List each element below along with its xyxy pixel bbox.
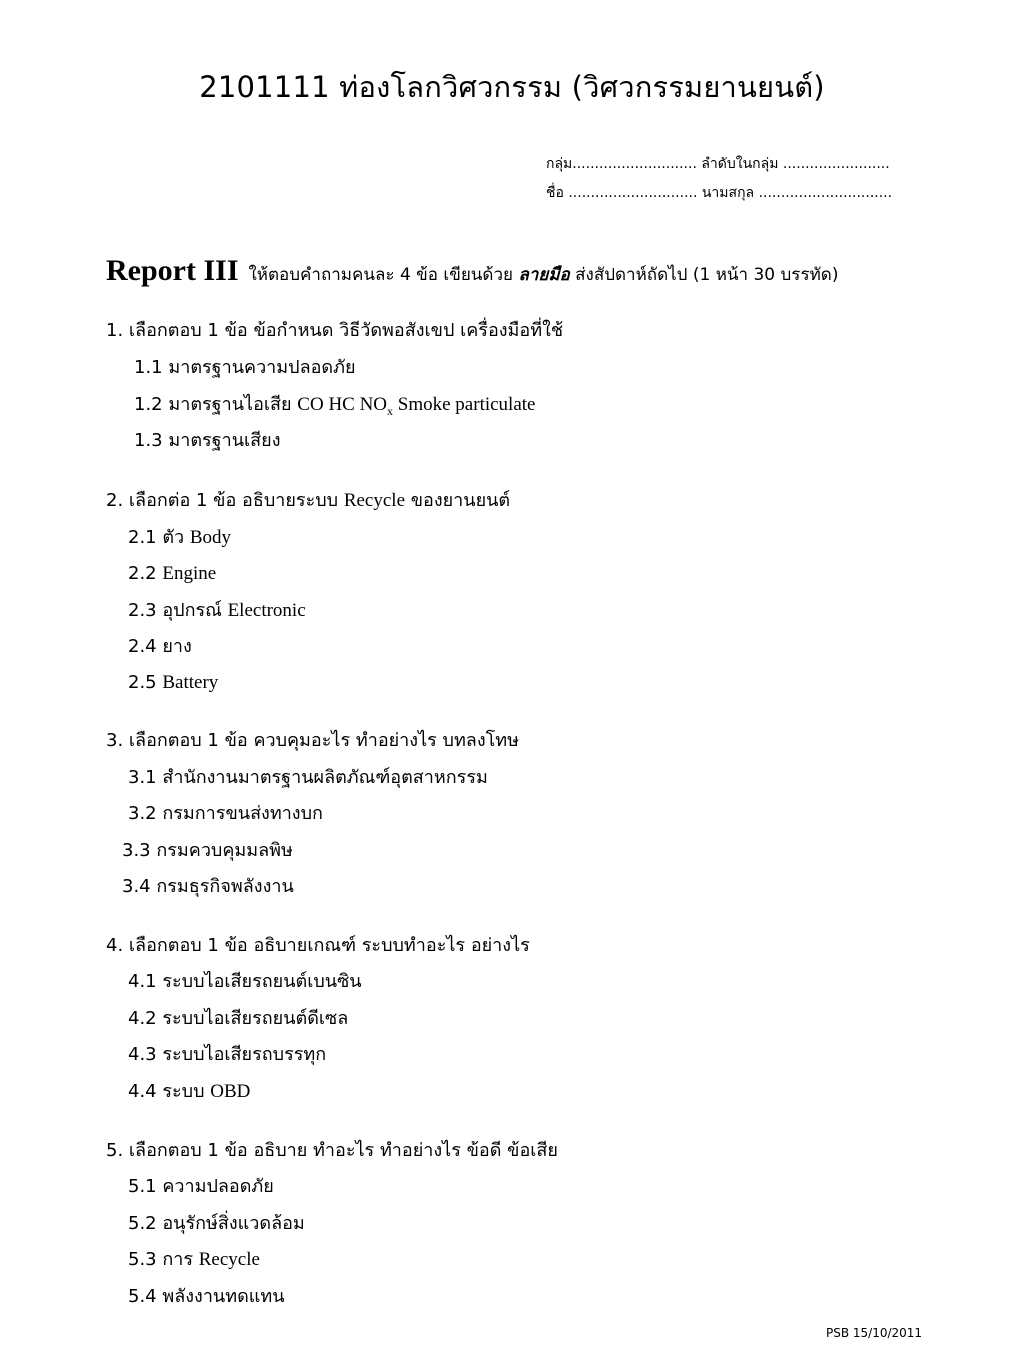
q1-item-2-subscript: x <box>387 404 394 418</box>
q2-heading-th-b: ของยานยนต์ <box>405 490 511 511</box>
q3-item-4: 3.4 กรมธุรกิจพลังงาน <box>122 876 294 897</box>
student-info-fields <box>546 150 946 208</box>
q4-item-4-en: OBD <box>210 1081 251 1102</box>
q4-item-4-th: 4.4 ระบบ <box>128 1081 211 1102</box>
q5-item-4: 5.4 พลังงานทดแทน <box>128 1286 285 1307</box>
q2-heading <box>106 489 510 513</box>
q1-item-2-en-a: CO HC NO <box>297 394 388 415</box>
q1-item-2-pollutants <box>297 394 536 418</box>
q3-item-1: 3.1 สำนักงานมาตรฐานผลิตภัณฑ์อุตสาหกรรม <box>128 767 488 788</box>
q4-item-1: 4.1 ระบบไอเสียรถยนต์เบนซิน <box>128 971 362 992</box>
name-surname-line: ชื่อ ............................. นามสกุล .............................. <box>546 185 893 201</box>
q5-item-3-th: 5.3 การ <box>128 1249 199 1270</box>
instruction-emphasis: ลายมือ <box>518 265 570 285</box>
q2-item-1-th: 2.1 ตัว <box>128 527 190 548</box>
q4-item-2: 4.2 ระบบไอเสียรถยนต์ดีเซล <box>128 1008 349 1029</box>
q2-item-5-en: Battery <box>162 672 219 693</box>
q2-item-3-en: Electronic <box>227 600 306 621</box>
q2-item-5-th: 2.5 <box>128 672 163 693</box>
q1-item-2 <box>134 393 536 423</box>
q1-item-2-en-b: Smoke particulate <box>393 394 536 415</box>
q2-item-4: 2.4 ยาง <box>128 636 192 657</box>
group-order-line: กลุ่ม............................ ลำดับในกลุ่ม ........................ <box>546 156 890 172</box>
q2-heading-en: Recycle <box>343 490 405 511</box>
q2-item-5 <box>128 671 218 695</box>
q1-item-2-thai: 1.2 มาตรฐานไอเสีย <box>134 394 298 415</box>
q2-item-1-en: Body <box>189 527 232 548</box>
q4-item-3: 4.3 ระบบไอเสียรถบรรทุก <box>128 1044 327 1065</box>
instruction-before: ให้ตอบคำถามคนละ 4 ข้อ เขียนด้วย <box>248 265 513 285</box>
q1-heading: 1. เลือกตอบ 1 ข้อ ข้อกำหนด วิธีวัดพอสังเขป เครื่องมือที่ใช้ <box>106 320 564 341</box>
q3-item-2: 3.2 กรมการขนส่งทางบก <box>128 803 323 824</box>
report-label: Report III <box>106 254 239 287</box>
q5-item-2: 5.2 อนุรักษ์สิ่งแวดล้อม <box>128 1213 305 1234</box>
q2-item-3 <box>128 599 306 623</box>
q5-heading: 5. เลือกตอบ 1 ข้อ อธิบาย ทำอะไร ทำอย่างไร ข้อดี ข้อเสีย <box>106 1140 558 1161</box>
q2-item-2-th: 2.2 <box>128 563 163 584</box>
q1-item-1: 1.1 มาตรฐานความปลอดภัย <box>134 357 356 378</box>
q4-heading: 4. เลือกตอบ 1 ข้อ อธิบายเกณฑ์ ระบบทำอะไร อย่างไร <box>106 935 530 956</box>
q3-item-3: 3.3 กรมควบคุมมลพิษ <box>122 840 293 861</box>
q2-item-2-en: Engine <box>162 563 217 584</box>
q5-item-3-en: Recycle <box>198 1249 260 1270</box>
footer-author-date: PSB 15/10/2011 <box>826 1326 923 1340</box>
q2-item-1 <box>128 526 231 550</box>
page-title: 2101111 ท่องโลกวิศวกรรม (วิศวกรรมยานยนต์) <box>199 70 825 104</box>
instruction-text <box>249 265 839 285</box>
q4-item-4 <box>128 1080 250 1104</box>
q5-item-1: 5.1 ความปลอดภัย <box>128 1176 274 1197</box>
q5-item-3 <box>128 1248 260 1272</box>
q2-item-3-th: 2.3 อุปกรณ์ <box>128 600 228 621</box>
report-instruction-line <box>106 254 838 288</box>
instruction-after: ส่งสัปดาห์ถัดไป (1 หน้า 30 บรรทัด) <box>575 265 839 285</box>
q3-heading: 3. เลือกตอบ 1 ข้อ ควบคุมอะไร ทำอย่างไร บทลงโทษ <box>106 730 520 751</box>
q2-heading-th-a: 2. เลือกต่อ 1 ข้อ อธิบายระบบ <box>106 490 344 511</box>
q2-item-2 <box>128 562 216 586</box>
q1-item-3: 1.3 มาตรฐานเสียง <box>134 430 281 451</box>
